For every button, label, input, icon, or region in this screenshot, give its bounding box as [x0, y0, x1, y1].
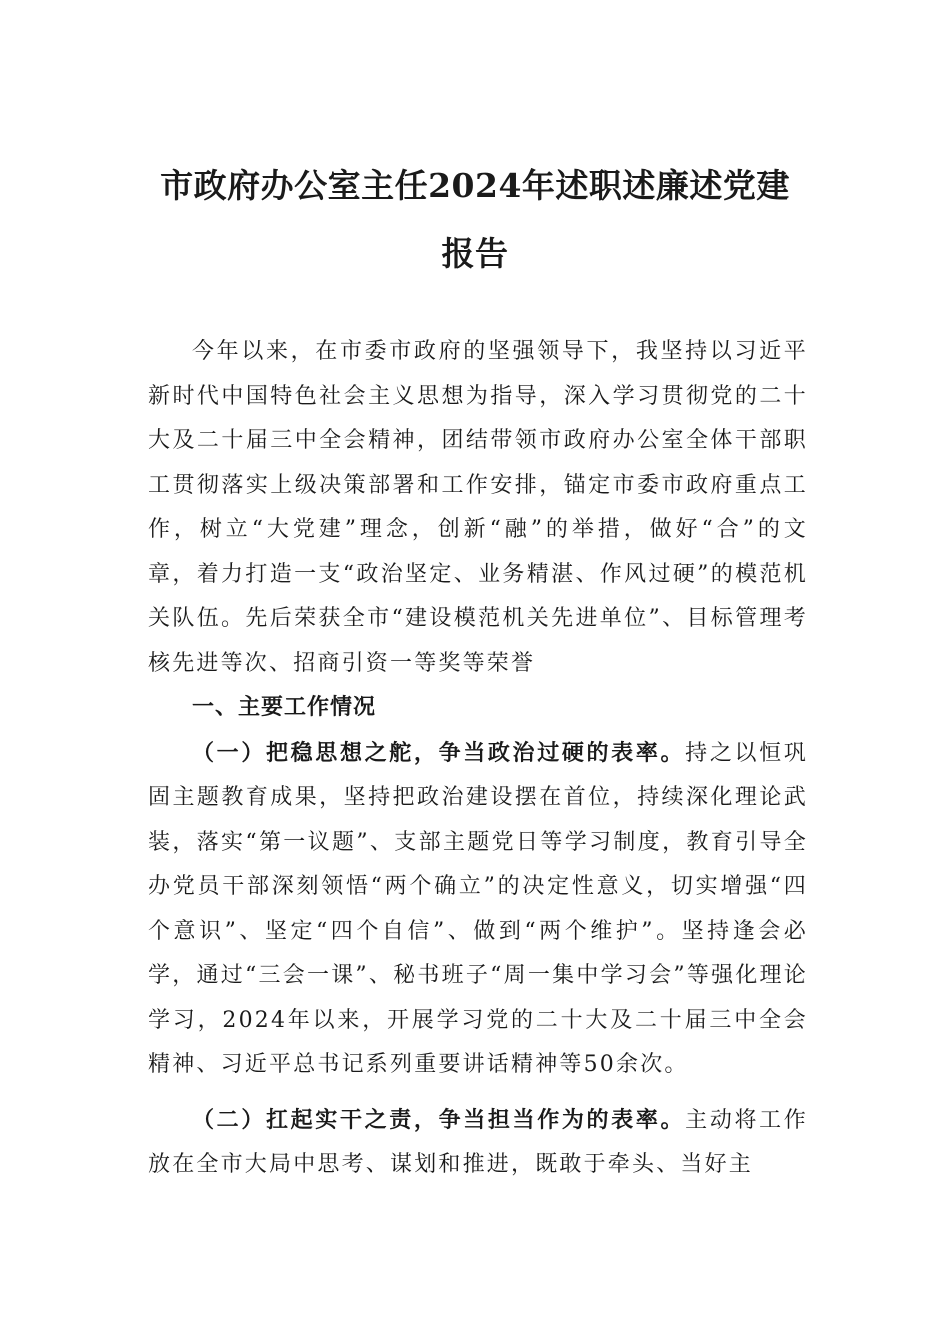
item-2-lead: （二）扛起实干之责，争当担当作为的表率。 [192, 1106, 686, 1133]
item-1-lead: （一）把稳思想之舵，争当政治过硬的表率。 [192, 739, 686, 766]
section-heading: 一、主要工作情况 [192, 695, 377, 720]
item-2-body: 主动将工作放在全市大局中思考、谋划和推进，既敢于牵头、当好主 [148, 1107, 808, 1177]
item-1-paragraph [148, 731, 808, 1088]
document-title-line-1: 市政府办公室主任2024年述职述廉述党建 [160, 166, 790, 205]
document-title-line-2: 报告 [441, 234, 509, 273]
document-body [148, 330, 808, 1188]
item-2-paragraph [148, 1098, 808, 1188]
item-1-body: 持之以恒巩固主题教育成果，坚持把政治建设摆在首位，持续深化理论武装，落实“第一议题”、支部主题党日等学习制度，教育引导全办党员干部深刻领悟“两个确立”的决定性意义，切实增强“四个意识”、坚定“四个自信”、做到“两个维护”。坚持逢会必学，通过“三会一课”、秘书班子“周一集中学习会”等强化理论学习，2024年以来，开展学习党的二十大及二十届三中全会精神、习近平总书记系列重要讲话精神等50余次。 [148, 740, 808, 1077]
intro-paragraph: 今年以来，在市委市政府的坚强领导下，我坚持以习近平新时代中国特色社会主义思想为指导，深入学习贯彻党的二十大及二十届三中全会精神，团结带领市政府办公室全体干部职工贯彻落实上级决策部署和工作安排，锚定市委市政府重点工作，树立“大党建”理念，创新“融”的举措，做好“合”的文章，着力打造一支“政治坚定、业务精湛、作风过硬”的模范机关队伍。先后荣获全市“建设模范机关先进单位”、目标管理考核先进等次、招商引资一等奖等荣誉 [148, 339, 808, 676]
